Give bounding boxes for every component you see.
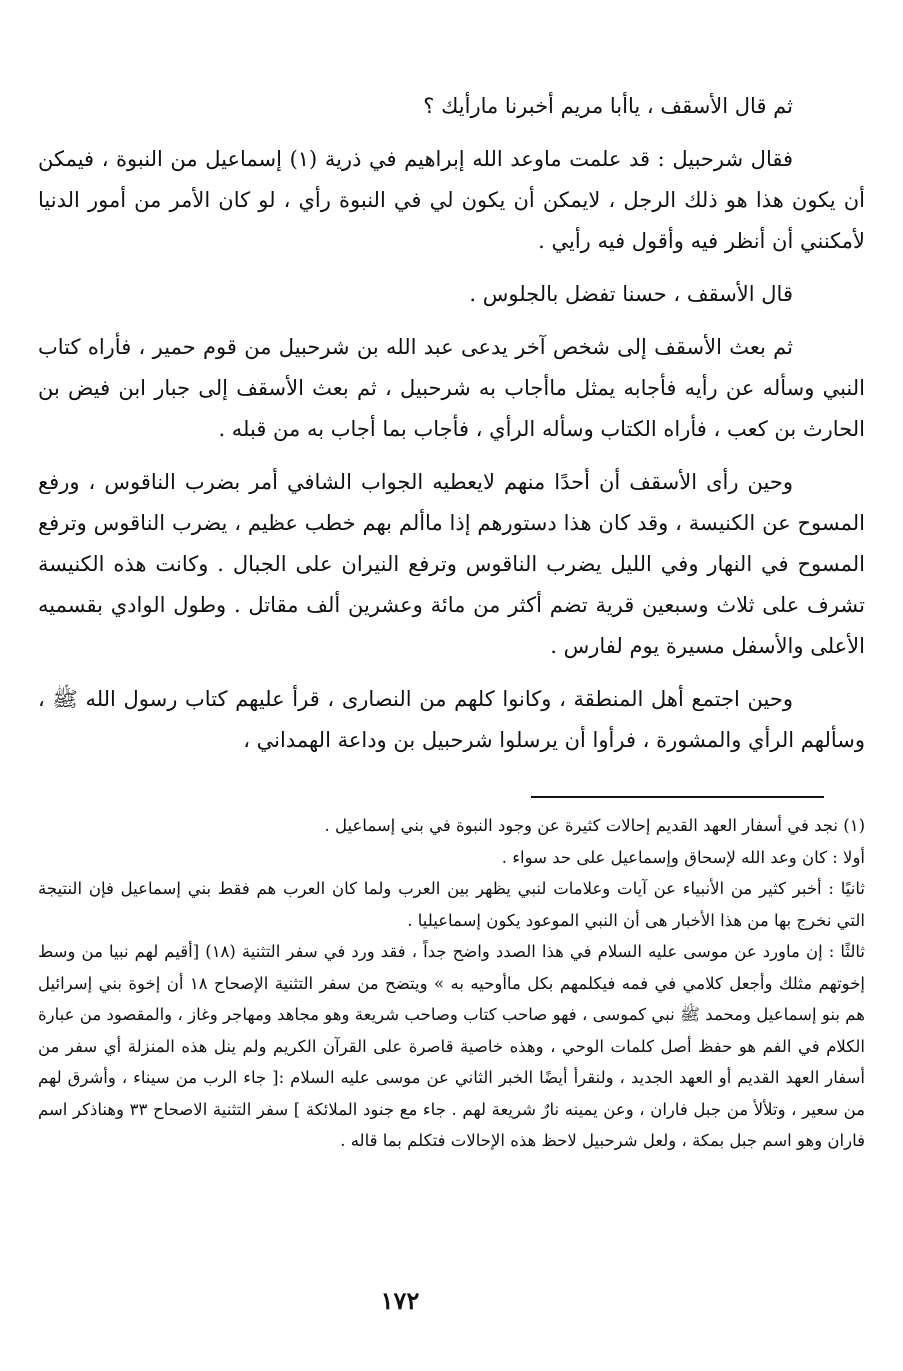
paragraph-5: وحين رأى الأسقف أن أحدًا منهم لايعطيه الجواب الشافي أمر بضرب الناقوس ، ورفع المسوح عن الكنيسة ، وقد كان هذا دستورهم إذا ماألم بهم خطب عظيم ، يضرب الناقوس وترفع المسوح في النهار وفي الليل يضرب الناقوس وترفع النيران على الجبال . وكانت هذه الكنيسة تشرف على ثلاث وسبعين قرية تضم أكثر من مائة وعشرين ألف مقاتل . وطول الوادي بقسميه الأعلى والأسفل مسيرة يوم لفارس . <box>38 470 865 658</box>
main-text <box>38 86 865 773</box>
footnote-line: أولا : كان وعد الله لإسحاق وإسماعيل على حد سواء . <box>501 847 865 867</box>
footnotes <box>38 810 865 1157</box>
page-number: ١٧٢ <box>380 1286 420 1315</box>
footnote-line: ثالثًا : إن ماورد عن موسى عليه السلام في هذا الصدد واضح جداً ، فقد ورد في سفر التثنية (١٨) [أقيم لهم نبيا من وسط إخوتهم مثلك وأجعل كلامي في فمه فيكلمهم بكل ماأوحيه به » ويتضح من سفر التثنية الإصحاح ١٨ أن إخوة بني إسرائيل هم بنو إسماعيل ومحمد ﷺ نبي كموسى ، فهو صاحب كتاب وصاحب شريعة وهو مجاهد ومهاجر وغاز ، والمقصود من عبارة الكلام في الفم هو حفظ أصل كلمات الوحي ، وهذه خاصية قاصرة على القرآن الكريم ولم ينل هذه المنزلة أي سفر من أسفار العهد القديم أو العهد الجديد ، ولنقرأ أيضًا الخبر الثاني عن موسى عليه السلام :[ جاء الرب من سيناء ، وأشرق لهم من سعير ، وتلألأ من جبل فاران ، وعن يمينه نارٌ شريعة لهم . جاء مع جنود الملائكة ] سفر التثنية الاصحاح ٣٣ وهناذكر اسم فاران وهو اسم جبل بمكة ، ولعل شرحبيل لاحظ هذه الإحالات فتكلم بما قاله . <box>38 942 865 1150</box>
paragraph-1: ثم قال الأسقف ، ياأبا مريم أخبرنا مارأيك ؟ <box>423 94 793 118</box>
footnote-separator <box>531 796 824 798</box>
footnote-line: (١) نجد في أسفار العهد القديم إحالات كثيرة عن وجود النبوة في بني إسماعيل . <box>324 816 865 835</box>
paragraph-2: فقال شرحبيل : قد علمت ماوعد الله إبراهيم في ذرية (١) إسماعيل من النبوة ، فيمكن أن يكون هذا هو ذلك الرجل ، لايمكن أن يكون لي في النبوة رأي ، لو كان الأمر من أمور الدنيا لأمكنني أن أنظر فيه وأقول فيه رأيي . <box>38 147 865 253</box>
paragraph-4: ثم بعث الأسقف إلى شخص آخر يدعى عبد الله بن شرحبيل من قوم حمير ، فأراه كتاب النبي وسأله عن رأيه فأجابه يمثل ماأجاب به شرحبيل ، ثم بعث الأسقف إلى جبار ابن فيض بن الحارث بن كعب ، فأراه الكتاب وسأله الرأي ، فأجاب بما أجاب به من قبله . <box>38 335 865 441</box>
paragraph-3: قال الأسقف ، حسنا تفضل بالجلوس . <box>469 282 793 306</box>
paragraph-6: وحين اجتمع أهل المنطقة ، وكانوا كلهم من النصارى ، قرأ عليهم كتاب رسول الله ﷺ ، وسألهم الرأي والمشورة ، فرأوا أن يرسلوا شرحبيل بن وداعة الهمداني ، <box>38 687 865 752</box>
footnote-line: ثانيًا : أخبر كثير من الأنبياء عن آيات وعلامات لنبي يظهر بين العرب ولما كان العرب هم فقط بني إسماعيل فإن النتيجة التي نخرج بها من هذا الأخبار هى أن النبي الموعود يكون إسماعيليا . <box>38 879 865 930</box>
